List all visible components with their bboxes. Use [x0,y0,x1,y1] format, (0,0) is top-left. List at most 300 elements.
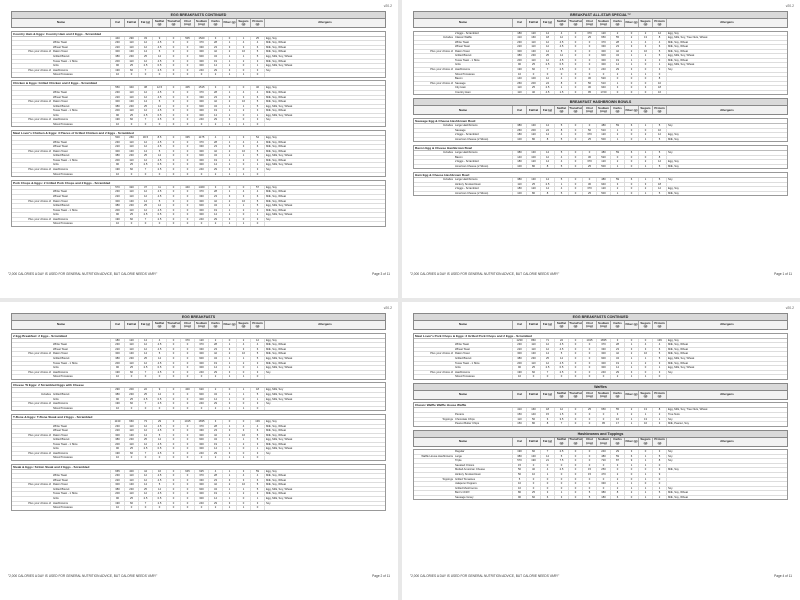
row-item-label: Grits [53,496,59,500]
row-group-label [414,487,454,491]
column-header: Allergens [318,20,332,25]
nutrient-value: 14 [541,187,555,191]
row-name-cell [414,418,513,422]
nutrient-value: 19 [611,362,625,366]
nutrient-value: 0 [625,86,639,90]
nutrient-value: 1 [625,487,639,491]
nutrient-value: 28 [209,343,223,347]
nutrient-value: 380 [111,55,125,59]
row-name-cell [12,492,111,496]
nutrient-value: 110 [527,59,541,63]
row-item-label: Triple [455,459,462,463]
row-group-label [12,479,52,483]
nutrient-value: 2.5 [139,64,153,68]
nutrient-value: 5 [555,50,569,54]
row-item-label: Sautéed Onions [455,463,475,467]
nutrient-value: 300 [195,434,209,438]
nutrient-value: 110 [527,41,541,45]
allergens-value: Egg, Soy [668,160,679,164]
nutrient-value: 0 [237,398,251,402]
row-name-cell [12,434,111,438]
nutrient-value: 2.5 [541,183,555,187]
row-name-cell [12,105,111,109]
row-group-label: Plus your choice of [28,483,51,487]
row-item-label: Sliced Tomatoes [53,122,73,126]
nutrient-value: 5 [555,192,569,196]
nutrient-value: 230 [125,105,139,109]
column-header: TransFat (g) [569,106,582,114]
nutrient-value: 10 [111,123,125,127]
nutrient-value: 0 [555,473,569,477]
nutrient-value: 6 [251,96,265,100]
row-item-label: Sliced Tomatoes [53,172,73,176]
nutrient-value: 130 [527,50,541,54]
nutrient-value: 0 [167,357,181,361]
table-row [414,496,787,500]
nutrient-value: 110 [125,41,139,45]
allergens-value: Egg, Soy [266,185,277,189]
nutrient-value: 90 [111,163,125,167]
row-name-cell [12,447,111,451]
nutrient-value: 2 [625,408,639,412]
nutrient-value: 4.5 [153,209,167,213]
section-banner: Waffles [413,383,788,391]
row-item-label: Sliced Tomatoes [53,456,73,460]
row-item-label: Wheat Toast [53,347,68,351]
column-header: Carbs (g) [611,106,625,114]
nutrient-value: 1 [223,357,237,361]
nutrient-value: 4 [251,141,265,145]
nutrient-value: 12 [541,59,555,63]
nutrient-value: 1 [237,55,251,59]
nutrient-value: 0 [167,190,181,194]
column-header: SatFat (g) [555,391,569,399]
nutrient-value: 16 [153,470,167,474]
row-group-label [12,109,52,113]
nutrient-value: 10 [111,222,125,226]
nutrient-value: 0 [569,124,583,128]
nutrient-value: 900 [195,55,209,59]
row-item-label: White Toast [53,343,67,347]
row-group-label [12,204,52,208]
row-item-label [454,339,512,343]
row-name-cell [12,204,111,208]
nutrient-value: 1 [639,178,653,182]
nutrient-value: 0 [597,478,611,482]
row-group-label [12,186,52,190]
nutrient-value: 4 [555,156,569,160]
nutrient-value: 0 [569,478,583,482]
nutrient-value: 1 [639,478,653,482]
column-header: Chol (mg) [583,321,597,329]
row-name-cell [12,438,111,442]
nutrient-value: 0 [611,77,625,81]
nutrient-value: 1 [653,366,667,370]
nutrient-value: 6 [251,479,265,483]
nutrient-value: 25 [139,55,153,59]
nutrient-value: 1 [223,222,237,226]
row-item-label: 2 Eggs - Scrambled [455,187,479,191]
nutrient-value: 0 [125,456,139,460]
nutrient-value: 0 [583,68,597,72]
nutrient-value: 1 [237,388,251,392]
nutrient-value: 1 [223,105,237,109]
nutrient-value: 1 [251,447,265,451]
nutrient-value: 0 [167,447,181,451]
nutrient-value: 900 [195,393,209,397]
allergens-value: Milk, Soy, Wheat [668,347,688,351]
row-name-cell [414,129,513,133]
nutrient-value: 90 [111,398,125,402]
allergens-value: Milk, Soy, Wheat [266,91,286,95]
nutrient-value: 0 [625,160,639,164]
nutrient-value: 0 [181,150,195,154]
version-label: v20.2 [383,4,392,8]
nutrient-value: 0 [139,375,153,379]
nutrient-value: 4 [251,425,265,429]
nutrient-value: 370 [583,32,597,36]
nutrient-value: 510 [597,129,611,133]
nutrient-value: 0 [583,371,597,375]
nutrient-value: 300 [195,100,209,104]
nutrient-value: 550 [111,86,125,90]
nutrient-value: 0 [237,213,251,217]
nutrient-value: 12 [541,343,555,347]
nutrient-value: 0 [181,371,195,375]
row-group-label [12,154,52,158]
nutrient-value: 0 [139,173,153,177]
row-group-label [414,59,454,63]
nutrient-value: 5 [251,393,265,397]
nutrient-value: 42 [209,483,223,487]
nutrient-value: 220 [111,479,125,483]
nutrient-value: 80 [527,138,541,142]
nutrient-value: 4.5 [153,429,167,433]
allergens-value [667,478,787,482]
nutrient-value: 300 [111,100,125,104]
nutrient-value: 110 [125,109,139,113]
nutrient-value: 1 [223,55,237,59]
nutrient-value: 0 [181,398,195,402]
nutrient-value: 0 [167,109,181,113]
nutrient-value: 150 [513,422,527,426]
nutrient-value: 1 [237,357,251,361]
nutrient-value: 0 [181,213,195,217]
nutrient-value: 0 [167,200,181,204]
nutrient-value: 0 [555,464,569,468]
nutrient-value: 2 [611,73,625,77]
nutrient-value: 320 [125,186,139,190]
nutrient-value: 200 [125,388,139,392]
nutrient-value: 2.5 [153,168,167,172]
nutrient-value: 0 [125,222,139,226]
nutrient-value: 380 [513,124,527,128]
nutrient-value: 1720 [597,91,611,95]
nutrient-value: 0 [181,357,195,361]
nutrient-value: 0 [223,186,237,190]
nutrient-value: 29 [209,371,223,375]
nutrient-value: 2.5 [541,63,555,67]
nutrient-value: 0 [181,114,195,118]
nutrient-value: 330 [195,145,209,149]
nutrient-value: 14 [153,154,167,158]
nutrient-value: 250 [597,468,611,472]
nutrient-value: 180 [513,160,527,164]
nutrient-value: 2 [653,496,667,500]
nutrient-value: 240 [195,218,209,222]
nutrient-value: 12 [139,190,153,194]
nutrient-value: 0 [527,73,541,77]
nutrient-value: 4 [237,91,251,95]
nutrient-value: 12 [139,41,153,45]
nutrient-value: 4.5 [153,343,167,347]
allergens-value [265,375,385,379]
allergens-value: Milk, Soy, Wheat [266,190,286,194]
nutrient-value: 0 [237,497,251,501]
nutrient-value: 0 [583,478,597,482]
column-header: Sugars (g) [237,321,251,329]
section-banner: BREAKFAST ALL-STAR SPECIAL™ [413,11,788,19]
nutrient-value: 1 [223,73,237,77]
nutrient-value: 0 [611,468,625,472]
nutrient-value: 220 [111,348,125,352]
row-name-cell [12,352,111,356]
nutrient-value: 0 [527,482,541,486]
nutrient-value: 7.5 [555,459,569,463]
nutrient-value: 1 [223,488,237,492]
allergens-value: Egg, Milk, Soy, Wheat [668,63,695,67]
row-name-cell [12,502,111,506]
nutrient-value: 0 [167,352,181,356]
nutrient-value: 10 [111,456,125,460]
nutrient-value: 190 [111,118,125,122]
nutrient-value: 8 [541,165,555,169]
nutrient-value: 1520 [195,37,209,41]
nutrient-value: 28 [209,474,223,478]
row-group-label: Plus your choice of [28,501,51,505]
allergens-value: Milk, Peanut, Soy [668,422,689,426]
nutrient-value: 0 [195,506,209,510]
nutrient-value: 25 [125,64,139,68]
nutrient-value: 120 [597,160,611,164]
nutrient-value: 240 [597,68,611,72]
nutrient-value: 0 [181,154,195,158]
column-header: Name [414,106,513,114]
nutrient-value: 29 [209,168,223,172]
nutrient-value: 3 [209,86,223,90]
nutrient-value: 2 [237,159,251,163]
row-group-label [414,408,454,412]
nutrient-value: 400 [181,388,195,392]
nutrient-value: 0 [167,339,181,343]
nutrient-value: 7 [139,218,153,222]
nutrient-value: 0 [181,141,195,145]
menu-item-block [413,31,788,96]
row-group-label [414,348,454,352]
column-header: Fiber (g) [625,321,639,329]
allergens-value: Egg, Milk, Soy, Wheat [266,487,293,491]
row-name-cell [12,443,111,447]
nutrient-value: 2 [209,388,223,392]
nutrient-value: 940 [597,86,611,90]
nutrient-value: 0 [167,209,181,213]
nutrient-value: 4.5 [153,60,167,64]
allergens-value: Soy [668,124,673,128]
nutrient-value: 180 [513,32,527,36]
row-group-label [414,366,454,370]
nutrient-value: 2.5 [555,68,569,72]
nutrient-value: 4 [237,343,251,347]
nutrient-value: 370 [583,160,597,164]
nutrient-value: 2 [237,209,251,213]
nutrient-value: 260 [513,129,527,133]
nutrient-value: 110 [513,86,527,90]
nutrient-value: 0 [125,173,139,177]
nutrient-value: 0 [167,55,181,59]
nutrient-value: 2.5 [139,213,153,217]
nutrient-value: 25 [527,86,541,90]
nutrient-value: 25 [527,183,541,187]
nutrient-value: 4 [555,77,569,81]
nutrient-value: 3 [625,371,639,375]
nutrient-value: 120 [597,133,611,137]
nutrient-value: 1 [237,222,251,226]
nutrient-value: 1 [611,138,625,142]
row-name-cell [414,59,513,63]
nutrient-value: 0 [569,348,583,352]
nutrient-value: 240 [597,450,611,454]
allergens-value: Milk, Soy, Wheat [668,491,688,495]
column-header: Cal [513,19,527,27]
allergens-value: Soy [668,417,673,421]
nutrient-value: 0 [625,138,639,142]
row-name-cell [12,348,111,352]
allergens-value: Soy [668,454,673,458]
nutrient-value: 0 [237,86,251,90]
row-group-label [414,496,454,500]
nutrient-value: 25 [583,192,597,196]
nutrient-value: 1 [639,138,653,142]
allergens-value: Egg, Soy [668,31,679,35]
column-header: Sodium (mg) [598,18,609,26]
nutrient-value: 25 [139,204,153,208]
nutrient-value: 28 [209,141,223,145]
nutrient-value: 0 [569,482,583,486]
nutrient-value: 1 [639,491,653,495]
row-name-cell [12,73,111,77]
nutrient-value: 0 [181,402,195,406]
column-header: TransFat (g) [569,437,582,445]
nutrient-value: 60 [125,371,139,375]
nutrient-value: 510 [597,82,611,86]
nutrient-value: 0 [583,45,597,49]
nutrient-value: 625 [195,470,209,474]
menu-item-block [413,449,788,500]
nutrient-value: 0.5 [153,366,167,370]
nutrient-value: 200 [527,82,541,86]
nutrient-value: 0 [569,450,583,454]
nutrient-value: 500 [111,136,125,140]
nutrient-value: 3 [541,491,555,495]
nutrient-value: 23 [209,195,223,199]
row-group-label [12,195,52,199]
nutrient-value: 25 [125,447,139,451]
nutrient-value: 0 [583,124,597,128]
row-name-cell [414,77,513,81]
row-group-label [12,173,52,177]
nutrient-value: 0 [139,407,153,411]
nutrient-value: 0 [625,496,639,500]
row-name-cell [12,213,111,217]
nutrient-value: 5 [653,54,667,58]
nutrient-value: 110 [125,159,139,163]
nutrient-value: 0 [583,362,597,366]
nutrient-value: 16 [237,434,251,438]
nutrient-value: 5 [555,455,569,459]
nutrient-value: 0 [569,491,583,495]
nutrient-value: 5 [653,151,667,155]
nutrient-value: 1 [625,366,639,370]
allergens-value: Egg, Milk, Soy, Wheat [266,163,293,167]
nutrient-value: 0 [583,482,597,486]
nutrient-value: 46 [251,86,265,90]
nutrient-value: 5 [251,154,265,158]
nutrient-value: 0 [125,407,139,411]
nutrient-value: 3 [251,362,265,366]
row-name-cell [12,425,111,429]
row-group-label [12,375,52,379]
table-row [414,91,787,95]
column-header: FatCal [527,106,541,114]
nutrient-value: 330 [597,348,611,352]
nutrient-value: 34 [209,438,223,442]
nutrient-value: 0 [167,434,181,438]
nutrient-value: 3 [625,68,639,72]
nutrient-value: 0 [181,393,195,397]
nutrient-value: 0.5 [153,64,167,68]
nutrient-value: 10 [513,482,527,486]
nutrient-value: 0 [583,59,597,63]
nutrient-value: 23 [209,96,223,100]
row-group-label [414,63,454,67]
nutrient-value: 60 [125,502,139,506]
nutrient-value: 23 [209,429,223,433]
nutrient-value: 0.5 [153,213,167,217]
nutrient-value: 0 [541,73,555,77]
nutrient-value: 0 [583,418,597,422]
row-group-label [414,459,454,463]
row-item-label: Grits [53,163,59,167]
row-name-cell [414,366,513,370]
nutrient-value: 220 [111,145,125,149]
nutrient-value: 1 [223,114,237,118]
nutrient-value: 200 [111,492,125,496]
nutrient-value: 0 [653,375,667,379]
row-item-label: White Toast [53,91,67,95]
nutrient-value: 25 [527,63,541,67]
nutrient-value: 34 [209,204,223,208]
nutrient-value: 0 [625,468,639,472]
nutrient-value: 14 [209,114,223,118]
nutrient-value: 8 [541,138,555,142]
nutrient-value: 12 [139,492,153,496]
nutrient-value: 0 [569,187,583,191]
nutrient-value: 110 [125,429,139,433]
menu-item-title: Meat Lover's Pork Chops & Eggs: 3 Grilled Pork Chops and 2 Eggs - Scrambled [414,334,787,339]
nutrient-value: 3 [653,68,667,72]
nutrient-value: 2 [625,50,639,54]
row-group-label [12,37,52,41]
